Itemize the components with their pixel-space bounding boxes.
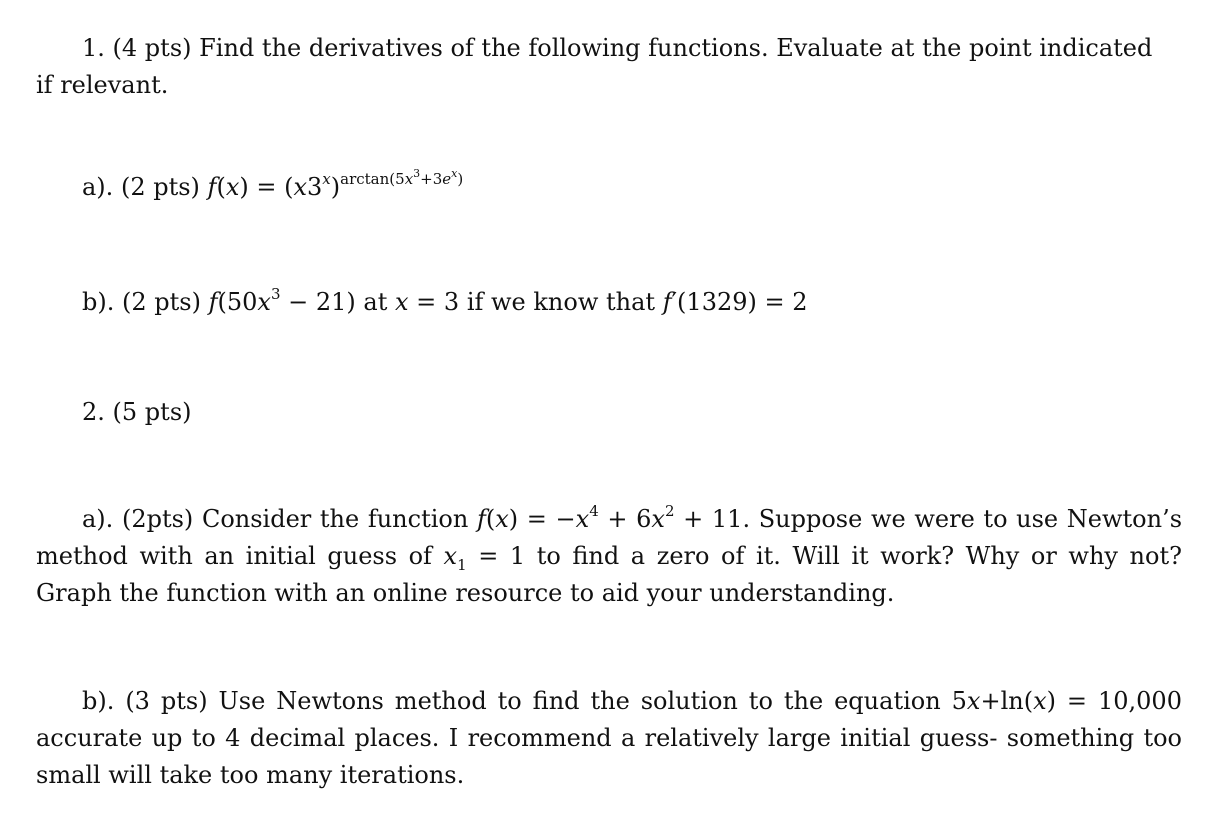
problem-1-instruction-line-1: Find the derivatives of the following functions. Evaluate at the point indicated (199, 34, 1153, 62)
problem-2b (36, 683, 1182, 794)
problem-1b-expression: $f(50x^3 - 21)$ (208, 285, 356, 316)
problem-2b-text-2: accurate up to 4 decimal places. I recommend a relatively large initial guess- something too small will take too many iterations. (36, 724, 1182, 789)
problem-2a-points: (2pts) (121, 505, 194, 533)
problem-1b-given: f′(1329) = 2 (662, 288, 808, 316)
problem-2b-label: b). (82, 687, 115, 715)
problem-2-label: 2. (82, 398, 105, 426)
problem-2a-text-3: to find a zero of it. Will it work? Why or why not? Graph the function with an online resource to aid your understanding. (36, 542, 1182, 607)
problem-1b (36, 284, 1182, 321)
problem-2b-points: (3 pts) (125, 687, 208, 715)
problem-1b-label: b). (82, 288, 115, 316)
problem-1b-condition: x = 3 (395, 288, 460, 316)
problem-2-heading (36, 394, 1182, 431)
problem-1-instruction-line-2: if relevant. (36, 71, 169, 99)
problem-2a-function: $f(x) = -x^4 + 6x^2 + 11$. (476, 502, 751, 533)
problem-2-points: (5 pts) (112, 398, 192, 426)
problem-2a-guess: $x_1 = 1$ (443, 542, 526, 574)
problem-2b-equation: 5x+ln(x) = 10,000 (951, 687, 1182, 715)
problem-1-label: 1. (82, 34, 105, 62)
problem-1a-points: (2 pts) (120, 173, 200, 201)
problem-1a (36, 169, 1182, 206)
problem-1-heading (36, 30, 1182, 104)
problem-2b-text-1: Use Newtons method to find the solution to the equation (218, 687, 941, 715)
problem-1-points: (4 pts) (112, 34, 192, 62)
problem-1b-points: (2 pts) (122, 288, 201, 316)
problem-2a (36, 501, 1182, 612)
problem-2a-text-2: Suppose we were to use Newton’s method with an initial guess of (36, 505, 1183, 570)
problem-1b-text-at: at (363, 288, 388, 316)
problem-2a-label: a). (82, 505, 114, 533)
problem-1a-expression: $f(x) = (x3^x)^{arctan(5x^3+3e^x)}$ (207, 167, 464, 201)
problem-2a-text-1: Consider the function (201, 505, 469, 533)
problem-1b-text-if: if we know that (466, 288, 656, 316)
problem-1a-label: a). (82, 173, 114, 201)
